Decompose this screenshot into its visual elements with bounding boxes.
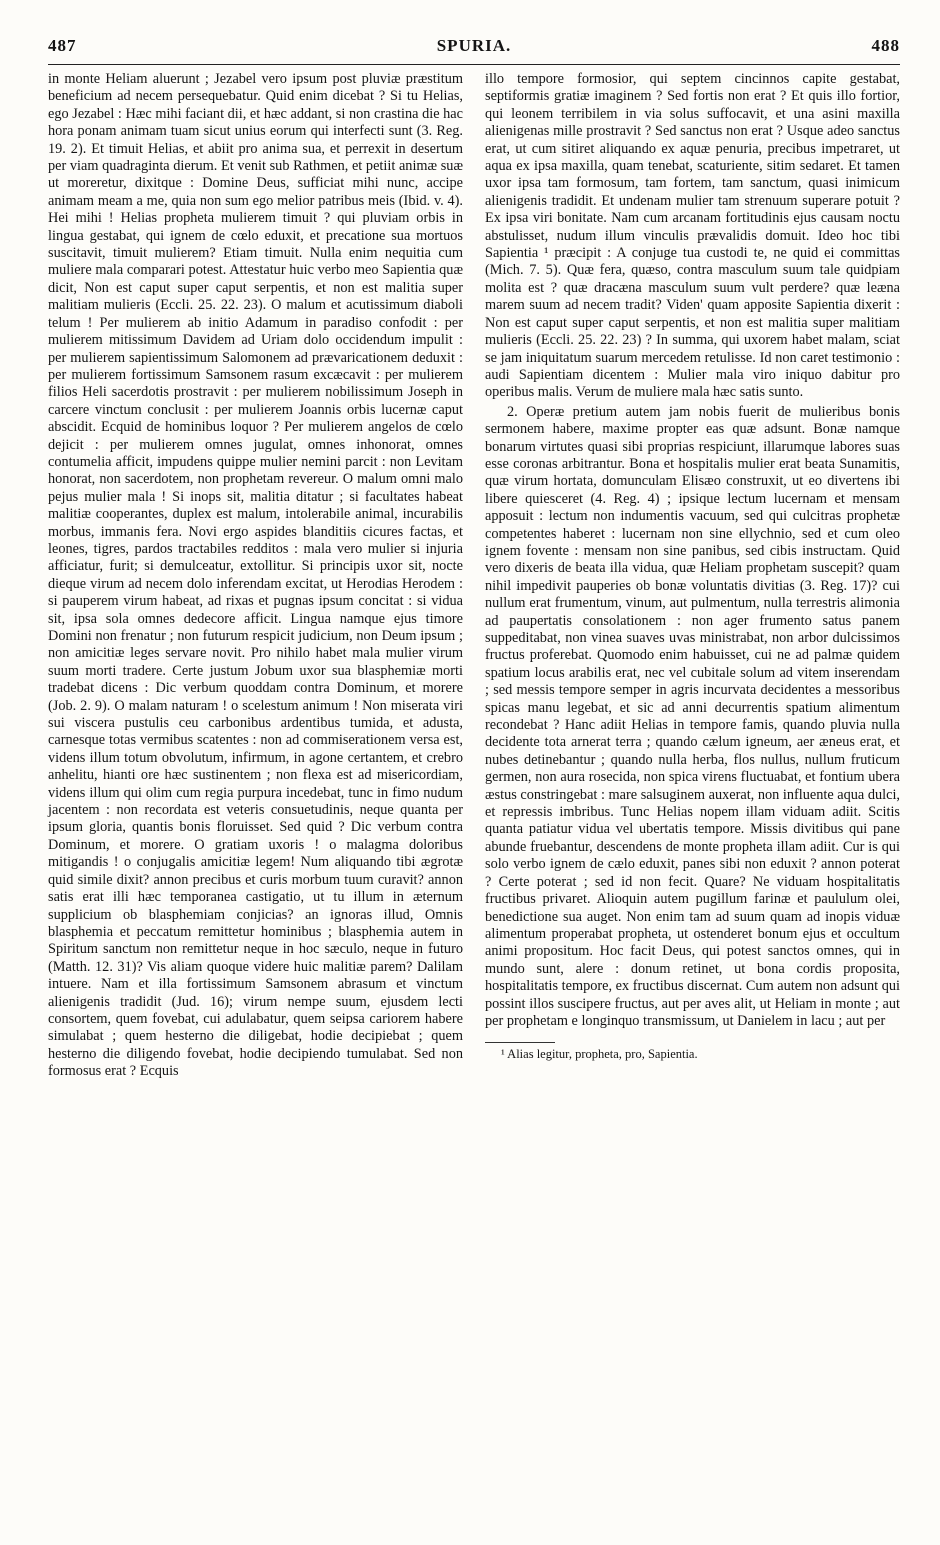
running-title: SPURIA. (436, 36, 512, 55)
paragraph: illo tempore formosior, qui septem cincinnos capite gestabat, septiformis gratiæ imaginem ? Sed fortis non erat ? Et quis illo fortior, qui leonem terribilem in via solus suffocavit, et una asini maxilla alienigenas mille prostravit ? Sed sanctus non erat ? Usque adeo sanctus erat, ut cum sitiret aliquando ex aquæ penuria, precibus impetraret, ut aqua ex ipsa maxilla, quam tenebat, scaturiente, sitim sedaret. Et tamen uxor ipsa tam formosum, tam fortem, tam sanctum, quasi inimicum alienigenis tradidit. Et undenam mulier tam strenuum superare potuit ? Ex ipsa viri bonitate. Nam cum arcanam fortitudinis ejus causam noctu abstulisset, nudum illum vinculis prævalidis domuit. Ideo hoc tibi Sapientia ¹ præcipit : A conjuge tua custodi te, ne quid ei committas (Mich. 7. 5). Quæ fera, quæso, contra masculum suum tale quidpiam molita est ? quæ dracæna masculum suum vult perdere? quæ leæna marem suum ad necem tradit? Viden' quam apposite Sapientia dixerit : Non est caput super caput serpentis, et non est malitia super malitiam mulieris (Eccli. 25. 22. 23) ? In summa, qui uxorem habet malam, sciat se jam iniquitatum suarum mercedem retulisse. Id non caret testimonio : audi Sapientiam dicentem : Mulier mala viro iniquo dabitur pro operibus malis. Verum de muliere mala hæc satis sunto. (485, 71, 900, 401)
page-number-right: 488 (871, 36, 900, 55)
page-number-left: 487 (48, 36, 77, 55)
paragraph: 2. Operæ pretium autem jam nobis fuerit de mulieribus bonis sermonem habere, maxime propter eas quæ adsunt. Bonæ namque bonarum virtutes quasi sibi proprias respiciunt, illarumque labores suas esse coronas arbitrantur. Bona et hospitalis mulier erat beata Sunamitis, quæ virum hortata, domunculam Elisæo construxit, ut eo divertens ibi libere quiesceret (4. Reg. 4) ; ipsique lectum lucernam et mensam apposuit : lectum non indumentis vacuum, sed qui culcitras prophetæ competentes haberet : lucernam non sine ellychnio, sed et cum oleo ignem fovente : mensam non sine panibus, sed cibis instructam. Quid vero dixeris de beata illa vidua, quæ Heliam prophetam suscepit? quam nihil impedivit pauperies ob bonæ voluntatis divitias (3. Reg. 17)? cui nullum erat frumentum, vinum, aut pulmentum, nulla terrestris alimonia ad paupertatis consolationem : non ager frumento satus panem suppeditabat, non vinea suaves uvas ministrabat, non arbor dulcissimos fructus proferebat. Quomodo enim habuisset, cui ne ad palmæ quidem spatium locus arabilis erat, nec vel cubitale solum ad vitem inserendam ; sed messis tempore semper in agris incurvata decidentes a messoribus spicas manu legebat, et sic ad anni decurrentis spatium alimentum recondebat ? Hanc adiit Helias in tempore famis, quando pluvia nulla decidente tota arnerat terra ; quando cælum igneum, aer æneus erat, et nubes detinebantur ; quando nulla herba, flos nullus, nullum fruticum germen, non aura rosecida, non spica virens fluctuabat, et fontium ubera æstus constringebat : mare salsuginem auxerat, non influente aqua dulci, et repressis imbribus. Tunc Helias nopem illam viduam adiit. Scitis quanta patiatur vidua vel ubertatis tempore. Missis divitibus qui pane abunde fruebantur, descendens de monte propheta illam adiit. Cur is qui solo verbo ignem de cælo eduxit, panes sibi non eduxit ? annon poterat ? Certe poterat ; sed id non fecit. Quare? Ne viduam hospitalitatis fructibus privaret. Alioquin autem pugillum farinæ et paululum olei, benedictione sua auget. Non enim tam ad suum quam ad inopis viduæ alimentum properabat propheta, ut ostenderet bonum ejus et occultum animi propositum. Hoc facit Deus, qui potest sanctos omnes, qui in mundo sunt, alere : donum retinet, ut bona cordis proposita, hospitalitatis tempore, ex fructibus discernat. Cum autem non adsunt qui possint illos suscipere fructus, aut per aves alit, ut Heliam in monte ; aut per prophetam e longinquo transmissum, ut Danielem in lacu ; aut per (485, 403, 900, 1029)
footnote-rule (485, 1042, 555, 1043)
text-columns (48, 71, 900, 1081)
right-column (485, 71, 900, 1081)
footnote: ¹ Alias legitur, propheta, pro, Sapientia. (501, 1047, 698, 1062)
left-column (48, 71, 463, 1081)
page-header (48, 34, 900, 65)
paragraph: in monte Heliam aluerunt ; Jezabel vero ipsum post pluviæ præstitum beneficium ad necem persequebatur. Quid enim dicebat ? Si tu Helias, ego Jezabel : Hæc mihi faciant dii, et hæc addant, si non crastina die hac hora ponam animam tuam sicut unius eorum qui interfecti sunt (3. Reg. 19. 2). Et timuit Helias, et abiit pro anima sua, et perrexit in desertum per viam quadraginta dierum. Et venit sub Rathmen, et petiit animæ suæ ut moreretur, dixitque : Domine Deus, sufficiat mihi nunc, accipe animam meam a me, quia non sum ego melior patribus meis (Ibid. v. 4). Hei mihi ! Helias propheta mulierem timuit ? qui pluviam orbis in lingua gestabat, qui ignem de cœlo eduxit, et precatione sua mortuos suscitavit, timuit mulierem? Etiam timuit. Nulla enim nequitia cum muliere mala comparari potest. Attestatur huic verbo meo Sapientia quæ dicit, Non est caput super caput serpentis, et non est malitia super malitiam mulieris (Eccli. 25. 22. 23). O malum et acutissimum diaboli telum ! Per mulierem ab initio Adamum in paradiso confodit : per mulierem mitissimum Davidem ad Uriam dolo occidendum impulit : per mulierem sapientissimum Salomonem ad prævaricationem deduxit : per mulierem fortissimum Samsonem rasum excæcavit : per mulierem filios Heli sacerdotis prostravit : per mulierem nobilissimum Joseph in carcere vinctum conclusit : per mulierem Joannis orbis lucernæ caput abscidit. Ecquid de hominibus loquor ? Per mulierem angelos de cœlo dejicit : per mulierem omnes jugulat, omnes inhonorat, omnes contumelia afficit, impudens quippe mulier nemini parcit : non Levitam honorat, non sacerdotem, non prophetam revereur. O malum omni malo pejus mulier mala ! Si inops sit, malitia ditatur ; si facultates habeat malitiæ cooperantes, duplex est malum, intolerabile animal, incurabilis morbus, immanis fera. Novi ergo aspides blanditiis cicures factas, et leones, tigres, pardos tractabiles redditos : mala vero mulier si injuria afficiatur, furit; si demulceatur, extollitur. Si principis uxor sit, nocte dieque virum ad necem dolo inferendam excitat, ut Herodias Herodem : si pauperem virum habeat, ad rixas et pugnas ipsum concitat : si vidua sit, ipsa sola omnes dedecore afficit. Lingua namque ejus timore Domini non frenatur ; non futurum respicit judicium, non Deum ipsum ; non amicitiæ leges servare novit. Pro nihilo habet mala mulier virum suum morti tradere. Certe justum Jobum uxor sua blasphemiæ morti tradebat dicens : Dic verbum quoddam contra Dominum, et morere (Job. 2. 9). O malam naturam ! o scelestum animum ! Non miserata viri sui viscera pustulis ceu carbonibus ardentibus tumida, et adusta, carnesque totas vermibus scatentes : non ad commiserationem versa est, videns illum totum obvolutum, infirmum, in agone certantem, et crebro anhelitu, hianti ore hæc sustinentem ; non flexa est ad misericordiam, videns illum qui olim cum regia purpura incedebat, tunc in fimo nudum jacentem : non recordata est veteris consuetudinis, neque quanta per ipsum gloria, quantis bonis floruisset. Sed quid ? Dic verbum contra Dominum, et morere. O gratiam uxoris ! o malagma doloribus mitigandis ! o conjugalis amicitiæ legem! Num aliquando tibi ægrotæ quid simile dixit? annon precibus et curis morbum tuum curavit? annon satis erat illi hæc temporanea castigatio, ut tu illum in æternum supplicium ob blasphemiam conjicias? an ignoras illud, Omnis blasphemia et peccatum remittetur hominibus ; blasphemia autem in Spiritum sanctum non remittetur neque in hoc sæculo, neque in futuro (Matth. 12. 31)? Vis aliam quoque videre huic malitiæ parem? Dalilam intuere. Nam et illa fortissimum Samsonem abrasum et vinctum alienigenis tradidit (Jud. 16); virum nempe suum, ejusdem lecti consortem, quem fovebat, cui adulabatur, quem seipsa cariorem habere simulabat ; quem hesterno die diligebat, hodie decipiebat ; quem hesterno die diligendo fovebat, hodie decipiendo tumulabat. Sed non formosus erat ? Ecquis (48, 71, 463, 1080)
